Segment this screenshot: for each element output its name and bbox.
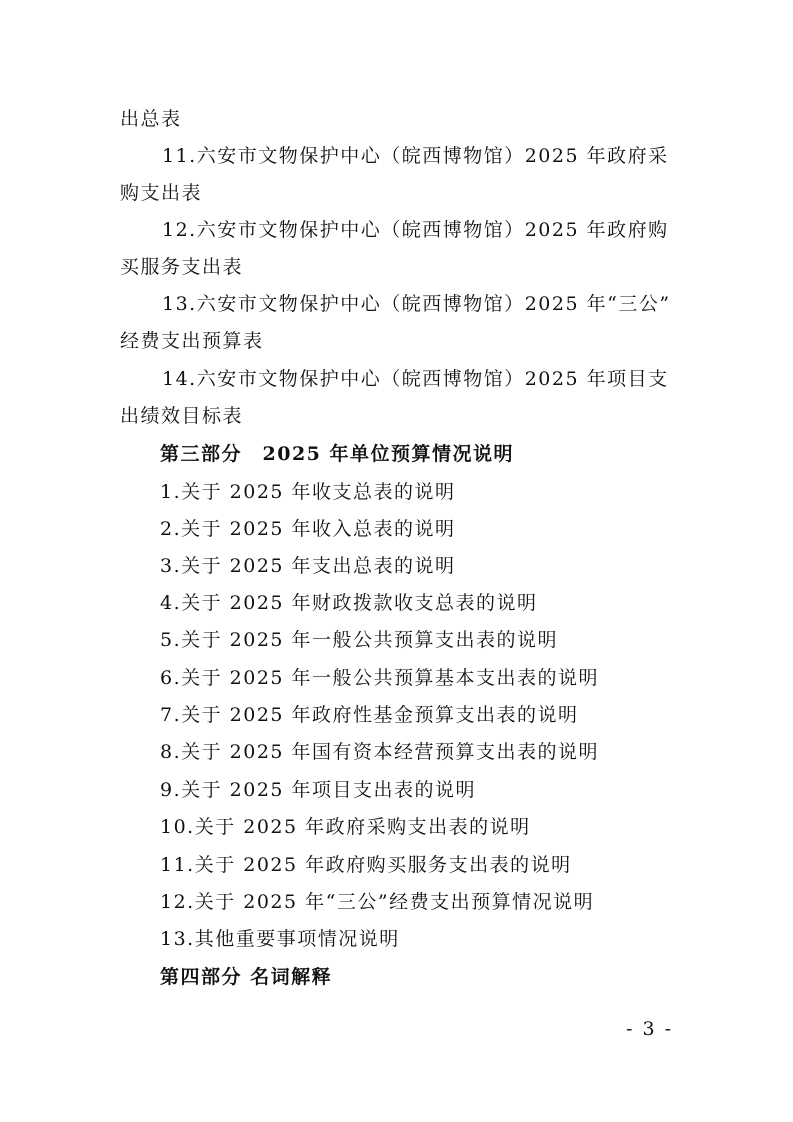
- toc-item-12-line1: 12.六安市文物保护中心（皖西博物馆）2025 年政府购: [162, 219, 669, 241]
- part3-item: 2.关于 2025 年收入总表的说明: [160, 518, 456, 540]
- part3-item: 10.关于 2025 年政府采购支出表的说明: [160, 816, 531, 838]
- toc-item-14-line2: 出绩效目标表: [120, 405, 244, 427]
- part3-item: 4.关于 2025 年财政拨款收支总表的说明: [160, 592, 538, 614]
- toc-item-13-line1: 13.六安市文物保护中心（皖西博物馆）2025 年“三公”: [162, 293, 671, 315]
- toc-item-12-line2: 买服务支出表: [120, 256, 244, 278]
- part3-item: 3.关于 2025 年支出总表的说明: [160, 555, 456, 577]
- part3-item: 5.关于 2025 年一般公共预算支出表的说明: [160, 629, 559, 651]
- part4-heading: 第四部分 名词解释: [160, 966, 333, 988]
- toc-continuation: 出总表: [120, 108, 182, 130]
- part3-item: 1.关于 2025 年收支总表的说明: [160, 481, 456, 503]
- toc-item-11-line2: 购支出表: [120, 182, 203, 204]
- page-number: - 3 -: [625, 1018, 673, 1040]
- part3-item: 11.关于 2025 年政府购买服务支出表的说明: [160, 854, 572, 876]
- toc-item-11-line1: 11.六安市文物保护中心（皖西博物馆）2025 年政府采: [162, 145, 669, 167]
- toc-item-14-line1: 14.六安市文物保护中心（皖西博物馆）2025 年项目支: [162, 368, 669, 390]
- part3-item: 9.关于 2025 年项目支出表的说明: [160, 779, 477, 801]
- part3-heading: 第三部分 2025 年单位预算情况说明: [160, 443, 514, 465]
- part3-item: 8.关于 2025 年国有资本经营预算支出表的说明: [160, 741, 600, 763]
- part3-item: 6.关于 2025 年一般公共预算基本支出表的说明: [160, 667, 600, 689]
- toc-item-13-line2: 经费支出预算表: [120, 330, 264, 352]
- part3-item: 7.关于 2025 年政府性基金预算支出表的说明: [160, 704, 579, 726]
- part3-item: 12.关于 2025 年“三公”经费支出预算情况说明: [160, 891, 595, 913]
- part3-item: 13.其他重要事项情况说明: [160, 928, 400, 950]
